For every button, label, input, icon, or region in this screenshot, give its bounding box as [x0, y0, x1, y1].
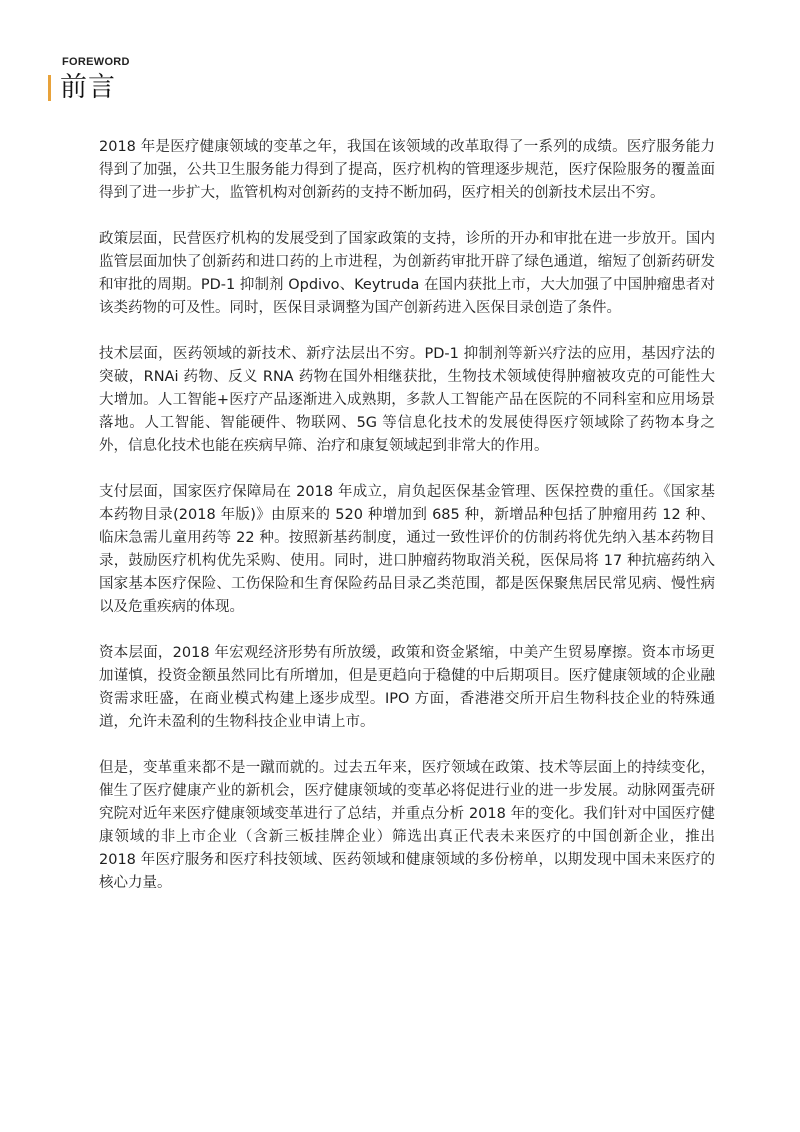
paragraph-payment: 支付层面，国家医疗保障局在 2018 年成立，肩负起医保基金管理、医保控费的重任。《国家基本药物目录(2018 年版)》由原来的 520 种增加到 685 种，新增品种包括了肿瘤用药 12 种、临床急需儿童用药等 22 种。按照新基药制度，通过一致性评价的仿制药将优先纳入基本药物目录，鼓励医疗机构优先采购、使用。同时，进口肿瘤药物取消关税，医保局将 17 种抗癌药纳入国家基本医疗保险、工伤保险和生育保险药品目录乙类范围，都是医保聚焦居民常见病、慢性病以及危重疾病的体现。	[99, 484, 715, 615]
title-row	[48, 71, 130, 105]
paragraph-policy: 政策层面，民营医疗机构的发展受到了国家政策的支持，诊所的开办和审批在进一步放开。国内监管层面加快了创新药和进口药的上市进程，为创新药审批开辟了绿色通道，缩短了创新药研发和审批的周期。PD-1 抑制剂 Opdivo、Keytruda 在国内获批上市，大大加强了中国肿瘤患者对该类药物的可及性。同时，医保目录调整为国产创新药进入医保目录创造了条件。	[99, 231, 715, 316]
section-eyebrow: FOREWORD	[62, 56, 130, 68]
paragraph-technology: 技术层面，医药领域的新技术、新疗法层出不穷。PD-1 抑制剂等新兴疗法的应用，基因疗法的突破，RNAi 药物、反义 RNA 药物在国外相继获批，生物技术领域使得肿瘤被攻克的可能性大大增加。人工智能+医疗产品逐渐进入成熟期，多款人工智能产品在医院的不同科室和应用场景落地。人工智能、智能硬件、物联网、5G 等信息化技术的发展使得医疗领域除了药物本身之外，信息化技术也能在疾病早筛、治疗和康复领域起到非常大的作用。	[99, 346, 715, 454]
paragraph-capital: 资本层面，2018 年宏观经济形势有所放缓，政策和资金紧缩，中美产生贸易摩擦。资本市场更加谨慎，投资金额虽然同比有所增加，但是更趋向于稳健的中后期项目。医疗健康领域的企业融资需求旺盛，在商业模式构建上逐步成型。IPO 方面，香港港交所开启生物科技企业的特殊通道，允许未盈利的生物科技企业申请上市。	[99, 645, 715, 730]
page-title: 前言	[60, 72, 116, 103]
paragraph-conclusion: 但是，变革重来都不是一蹴而就的。过去五年来，医疗领域在政策、技术等层面上的持续变化，催生了医疗健康产业的新机会，医疗健康领域的变革必将促进行业的进一步发展。动脉网蛋壳研究院对近年来医疗健康领域变革进行了总结，并重点分析 2018 年的变化。我们针对中国医疗健康领域的非上市企业（含新三板挂牌企业）筛选出真正代表未来医疗的中国创新企业，推出 2018 年医疗服务和医疗科技领域、医药领域和健康领域的多份榜单，以期发现中国未来医疗的核心力量。	[99, 760, 715, 891]
accent-bar	[48, 75, 51, 101]
paragraph-intro: 2018 年是医疗健康领域的变革之年，我国在该领域的改革取得了一系列的成绩。医疗服务能力得到了加强，公共卫生服务能力得到了提高，医疗机构的管理逐步规范，医疗保险服务的覆盖面得到了进一步扩大，监管机构对创新药的支持不断加码，医疗相关的创新技术层出不穷。	[99, 139, 715, 201]
section-header	[48, 56, 130, 105]
foreword-body	[99, 136, 715, 918]
